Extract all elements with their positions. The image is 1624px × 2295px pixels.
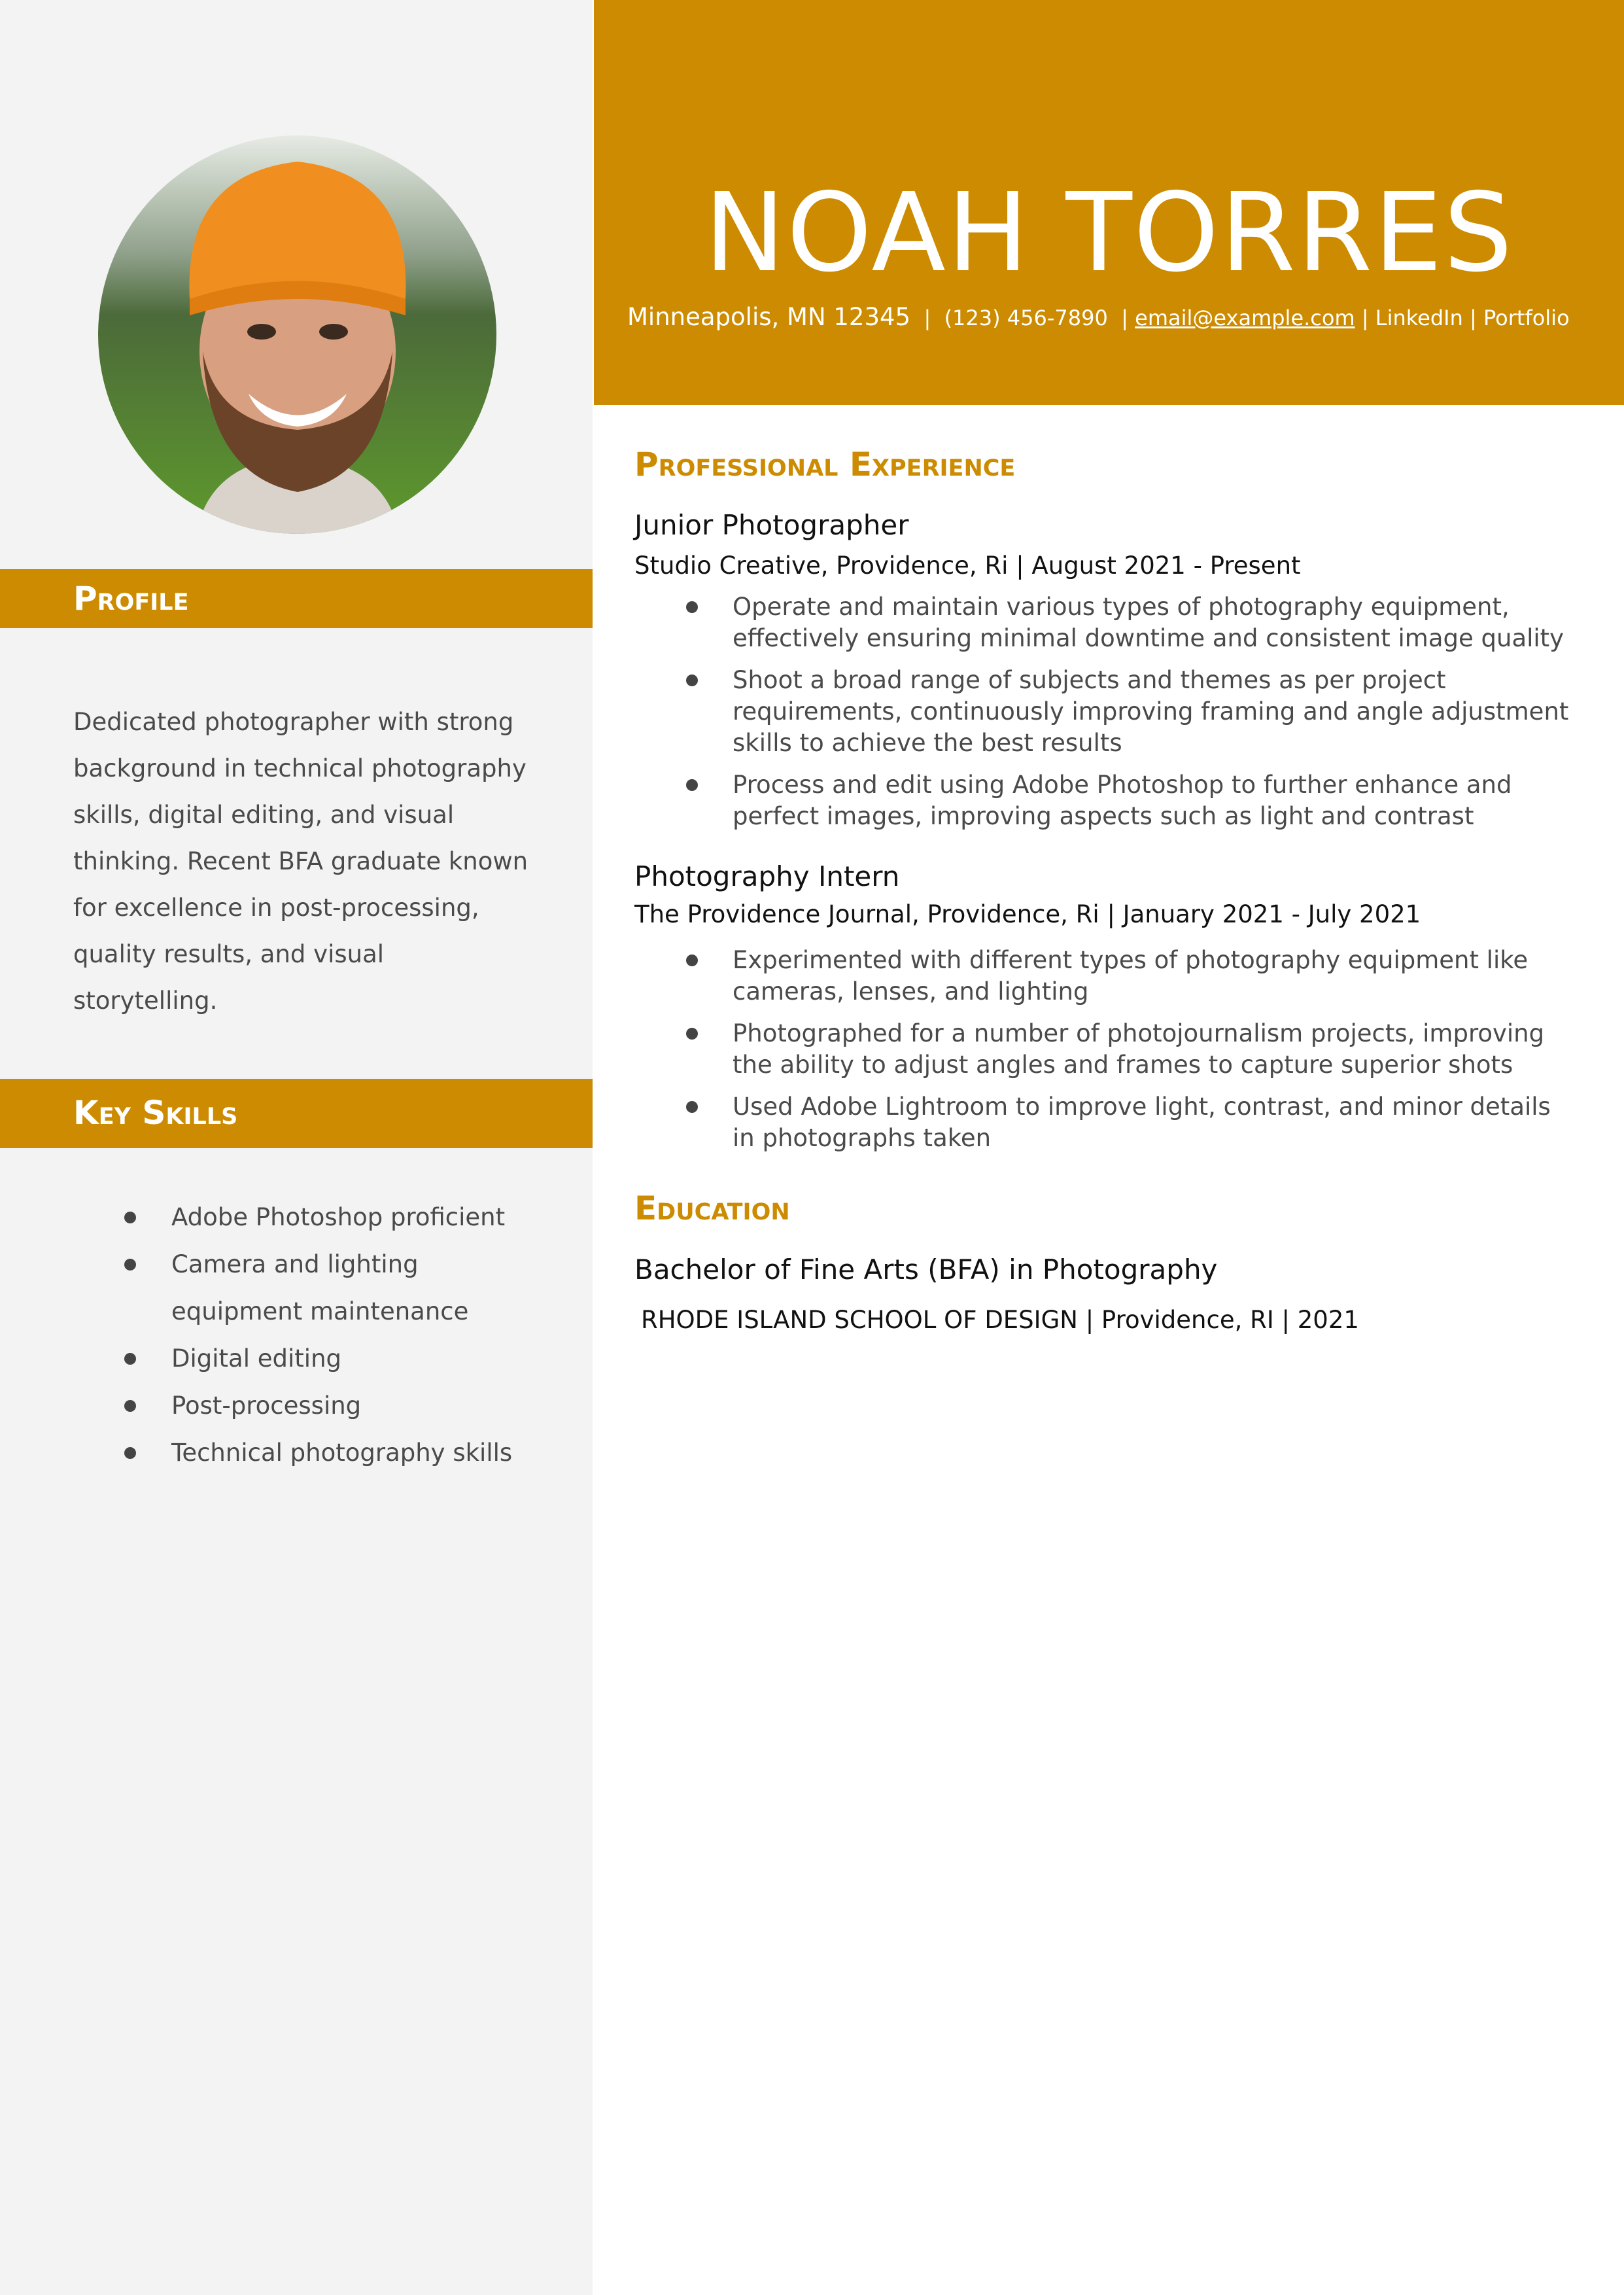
job-title: Photography Intern (634, 860, 900, 892)
bullet-icon (124, 1259, 136, 1270)
job-bullets (634, 945, 1576, 1165)
skills-heading-bar (0, 1079, 593, 1148)
bullet-icon (686, 1028, 698, 1040)
bullet-text: Used Adobe Lightroom to improve light, contrast, and minor details in photographs taken (733, 1093, 1551, 1152)
profile-heading: Profile (73, 580, 189, 618)
bullet-icon (124, 1447, 136, 1459)
separator: | (1470, 306, 1477, 330)
profile-text: Dedicated photographer with strong background in technical photography skills, digital editing, and visual thinking. Recent BFA graduate known for excellence in post-processing, quality results, and visual storytelling. (73, 708, 528, 1015)
bullet-text: Operate and maintain various types of photography equipment, effectively ensuring minimal downtime and consistent image quality (733, 593, 1564, 652)
bullet-icon (686, 955, 698, 966)
skills-list (73, 1194, 544, 1477)
skill-label: Digital editing (171, 1344, 342, 1373)
skill-label: Adobe Photoshop proficient (171, 1203, 506, 1231)
bullet-icon (124, 1212, 136, 1223)
skill-item (73, 1429, 544, 1477)
skill-label: Post-processing (171, 1392, 362, 1420)
bullet-item (634, 945, 1576, 1007)
skill-item (73, 1382, 544, 1429)
profile-photo (98, 135, 496, 534)
bullet-icon (686, 674, 698, 686)
bullet-item (634, 591, 1576, 654)
education-heading: Education (634, 1189, 790, 1227)
portrait-image (98, 135, 496, 534)
skill-label: Camera and lighting equipment maintenance (171, 1250, 469, 1325)
skill-item (73, 1335, 544, 1382)
contact-phone: (123) 456-7890 (944, 306, 1108, 330)
header-banner (594, 0, 1624, 405)
job-meta: The Providence Journal, Providence, Ri | January 2021 - July 2021 (634, 900, 1421, 928)
contact-email-link[interactable]: email@example.com (1135, 306, 1355, 330)
contact-line (627, 303, 1570, 332)
contact-location: Minneapolis, MN 12345 (627, 303, 911, 331)
separator: | (1121, 306, 1128, 330)
bullet-icon (686, 779, 698, 791)
bullet-icon (124, 1353, 136, 1365)
bullet-text: Shoot a broad range of subjects and themes as per project requirements, continuously improving framing and angle adjustment skills to achieve the best results (733, 666, 1569, 757)
candidate-name: NOAH TORRES (704, 170, 1514, 296)
separator: | (1361, 306, 1369, 330)
skills-heading: Key Skills (73, 1094, 238, 1132)
bullet-text: Photographed for a number of photojournalism projects, improving the ability to adjust angles and frames to capture superior shots (733, 1019, 1545, 1079)
bullet-item (634, 665, 1576, 759)
school-line: RHODE ISLAND SCHOOL OF DESIGN | Providence, RI | 2021 (641, 1306, 1359, 1334)
skill-item (73, 1241, 544, 1335)
sidebar (0, 0, 593, 2295)
job-bullets (634, 591, 1576, 843)
bullet-text: Process and edit using Adobe Photoshop to further enhance and perfect images, improving aspects such as light and contrast (733, 771, 1512, 830)
bullet-item (634, 1091, 1576, 1154)
job-title: Junior Photographer (634, 509, 909, 541)
bullet-item (634, 1018, 1576, 1081)
bullet-item (634, 769, 1576, 832)
portfolio-link[interactable]: Portfolio (1483, 306, 1570, 330)
linkedin-link[interactable]: LinkedIn (1375, 306, 1463, 330)
bullet-icon (686, 1101, 698, 1113)
experience-heading: Professional Experience (634, 446, 1016, 483)
bullet-icon (686, 601, 698, 613)
bullet-text: Experimented with different types of photography equipment like cameras, lenses, and lighting (733, 946, 1529, 1006)
skill-label: Technical photography skills (171, 1439, 513, 1467)
skill-item (73, 1194, 544, 1241)
job-meta: Studio Creative, Providence, Ri | August 2021 - Present (634, 552, 1301, 580)
profile-heading-bar (0, 569, 593, 628)
bullet-icon (124, 1400, 136, 1412)
separator: | (924, 306, 931, 330)
degree-title: Bachelor of Fine Arts (BFA) in Photography (634, 1253, 1218, 1286)
